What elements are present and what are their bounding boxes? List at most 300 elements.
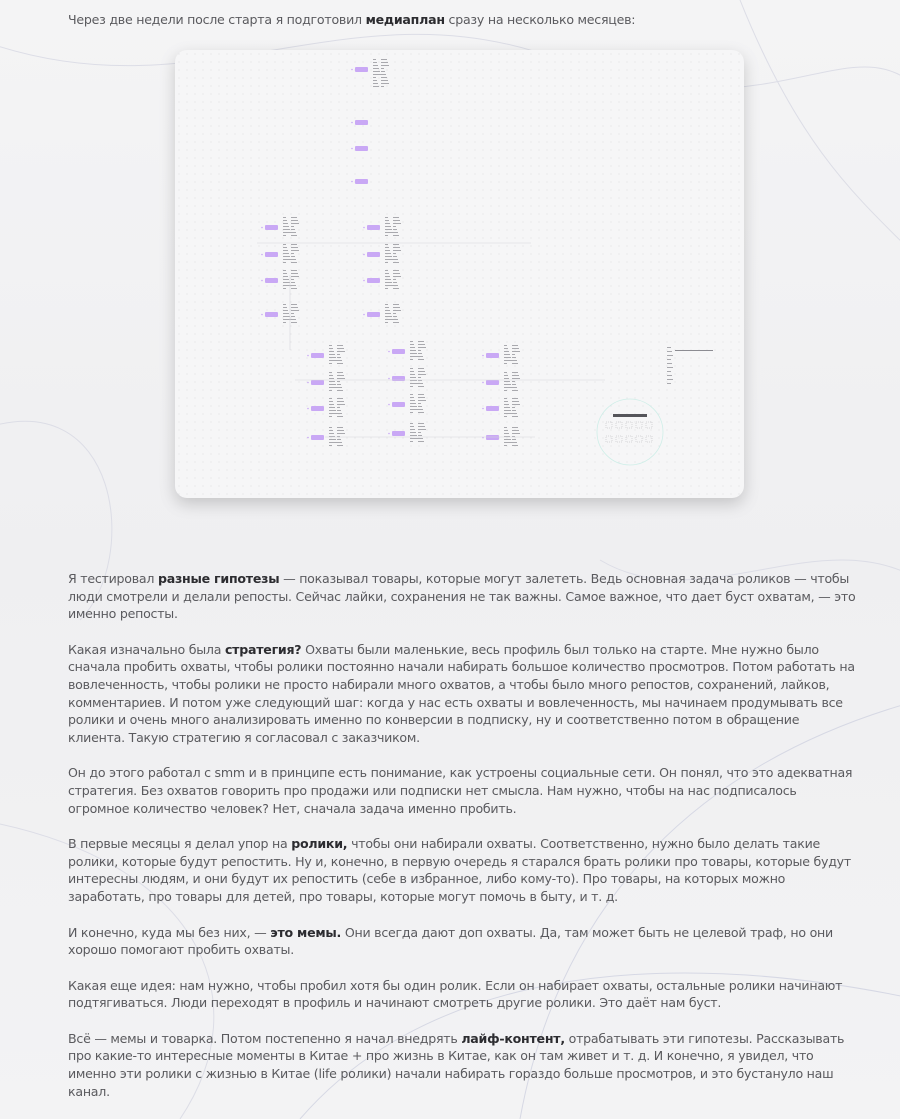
node-note: [512, 410, 516, 411]
intro-text: [68, 11, 858, 29]
node-note: [410, 403, 416, 404]
node-note: [512, 378, 520, 379]
node-note: [329, 357, 336, 358]
node-note: [504, 401, 508, 402]
side-note: [667, 371, 671, 372]
node-note: [385, 322, 388, 323]
node-note: [385, 256, 392, 257]
node-note: [410, 356, 418, 357]
node-note: [504, 410, 511, 411]
node-note: [410, 341, 413, 342]
node-note: [418, 386, 424, 387]
node-note: [393, 232, 398, 233]
node-note: [291, 232, 296, 233]
node-note: [512, 363, 518, 364]
node-dot: [388, 378, 390, 380]
node-note: [385, 285, 393, 286]
node-note: [385, 282, 392, 283]
node-note: [410, 397, 414, 398]
paragraph: [68, 641, 858, 747]
topic-node: [355, 146, 368, 151]
text-run: Всё — мемы и товарка. Потом постепенно я начал внедрять: [68, 1030, 462, 1046]
node-note: [337, 363, 343, 364]
text-run: отрабатывать эти гипотезы. Рассказывать про какие-то интересные моменты в Китае + про жизнь в Китае, как он там живет и т. д. И конечно, я увидел, что именно эти ролики с жизнью в Китае (life ролики) начали набирать гораздо больше просмотров, и это бустануло наш канал.: [68, 1030, 845, 1099]
node-note: [329, 384, 336, 385]
node-note: [418, 435, 422, 436]
node-note: [385, 229, 392, 230]
topic-node: [367, 225, 380, 230]
node-note: [381, 80, 388, 81]
node-note: [283, 322, 286, 323]
node-note: [291, 304, 297, 305]
node-note: [385, 316, 392, 317]
node-note: [373, 68, 379, 69]
node-note: [504, 375, 508, 376]
side-note: [667, 355, 673, 356]
node-dot: [351, 181, 353, 183]
circle-note: [646, 422, 652, 428]
node-note: [329, 375, 333, 376]
node-note: [337, 404, 345, 405]
node-note: [393, 256, 397, 257]
node-note: [291, 256, 295, 257]
topic-node: [392, 431, 405, 436]
node-note: [504, 390, 507, 391]
node-note: [381, 71, 385, 72]
circle-note: [626, 422, 632, 428]
circle-note: [626, 436, 632, 442]
node-note: [410, 423, 413, 424]
node-note: [410, 377, 416, 378]
topic-node: [367, 312, 380, 317]
node-note: [410, 374, 415, 375]
node-note: [381, 77, 387, 78]
node-note: [283, 310, 288, 311]
node-note: [385, 262, 388, 263]
mediaplan-image: [175, 50, 744, 498]
node-note: [512, 433, 520, 434]
node-note: [410, 438, 418, 439]
mind-map-diagram: [175, 50, 744, 498]
text-run: чтобы они набирали охваты. Соответственно, нужно было делать такие ролики, которые будут репостить. Ну и, конечно, в первую очередь я старался брать ролики про товары, которые будут интересны людям, и они будут их репостить (себе в избранное, либо кому-то). Про товары, на которых можно заработать, про товары для детей, про товары, которые могут помочь в быту, и т. д.: [68, 836, 851, 904]
node-note: [329, 427, 332, 428]
node-dot: [363, 254, 365, 256]
node-note: [381, 86, 384, 87]
node-note: [283, 256, 290, 257]
node-note: [504, 363, 507, 364]
node-note: [393, 259, 398, 260]
node-note: [329, 404, 334, 405]
node-note: [393, 307, 400, 308]
node-note: [393, 226, 396, 227]
node-note: [329, 354, 335, 355]
node-note: [291, 319, 296, 320]
node-note: [504, 404, 509, 405]
node-note: [329, 351, 334, 352]
node-note: [385, 307, 389, 308]
node-note: [418, 341, 424, 342]
node-note: [393, 247, 400, 248]
node-note: [410, 371, 414, 372]
node-note: [512, 401, 519, 402]
node-note: [329, 416, 332, 417]
node-note: [373, 74, 381, 75]
node-note: [410, 394, 413, 395]
node-note: [393, 250, 401, 251]
node-note: [504, 381, 510, 382]
node-note: [512, 390, 518, 391]
node-note: [283, 273, 287, 274]
node-note: [337, 372, 343, 373]
text-run: Он до этого работал с smm и в принципе есть понимание, как устроены социальные сети. Он понял, что это адекватная стратегия. Без охватов говорить про продажи или подписки нет смысла. Нам нужно, чтобы на нас подписалось огромное количество человек? Нет, сначала задача именно пробить.: [68, 765, 853, 816]
side-note: [667, 359, 671, 360]
node-note: [283, 316, 290, 317]
paragraph: [68, 570, 858, 623]
topic-node: [355, 120, 368, 125]
node-note: [291, 276, 299, 277]
node-note: [504, 372, 507, 373]
node-note: [329, 345, 332, 346]
node-note: [512, 381, 515, 382]
node-note: [329, 387, 337, 388]
node-note: [329, 378, 334, 379]
node-note: [373, 65, 378, 66]
paragraph: [68, 977, 858, 1012]
node-note: [291, 270, 297, 271]
topic-node: [265, 278, 278, 283]
node-note: [504, 427, 507, 428]
node-note: [504, 348, 508, 349]
node-note: [329, 372, 332, 373]
node-note: [512, 407, 515, 408]
node-note: [329, 381, 335, 382]
node-note: [393, 316, 397, 317]
node-note: [337, 354, 340, 355]
topic-node: [486, 406, 499, 411]
node-dot: [388, 433, 390, 435]
node-note: [393, 319, 398, 320]
node-note: [337, 427, 343, 428]
node-note: [393, 310, 401, 311]
node-note: [393, 229, 397, 230]
node-note: [512, 413, 517, 414]
node-note: [337, 351, 345, 352]
node-dot: [261, 227, 263, 229]
node-note: [337, 390, 343, 391]
topic-node: [486, 380, 499, 385]
node-note: [418, 397, 425, 398]
node-note: [410, 412, 413, 413]
circle-note: [646, 436, 652, 442]
node-note: [504, 430, 508, 431]
node-note: [373, 86, 379, 87]
node-note: [373, 59, 376, 60]
text-run: Они всегда дают доп охваты. Да, там может быть не целевой траф, но они хорошо помогают пробить охваты.: [68, 924, 833, 958]
node-dot: [482, 408, 484, 410]
node-note: [337, 398, 343, 399]
node-note: [410, 441, 413, 442]
node-note: [393, 253, 396, 254]
side-note: [667, 379, 673, 380]
node-note: [504, 439, 511, 440]
node-dot: [388, 351, 390, 353]
circle-note: [606, 436, 612, 442]
node-note: [337, 378, 345, 379]
node-note: [329, 360, 337, 361]
node-note: [385, 247, 389, 248]
paragraph: [68, 764, 858, 817]
node-note: [418, 353, 422, 354]
node-note: [512, 372, 518, 373]
node-note: [393, 285, 398, 286]
node-note: [291, 313, 294, 314]
node-note: [418, 377, 421, 378]
node-note: [418, 350, 421, 351]
bold-phrase: лайф-контент,: [461, 1030, 565, 1046]
circle-note: [636, 436, 642, 442]
topic-node: [265, 252, 278, 257]
node-note: [385, 276, 390, 277]
node-note: [410, 429, 415, 430]
node-note: [512, 354, 515, 355]
node-note: [291, 262, 297, 263]
circle-note: [636, 422, 642, 428]
node-note: [418, 409, 423, 410]
node-note: [283, 223, 288, 224]
node-note: [291, 259, 296, 260]
node-note: [393, 288, 399, 289]
node-note: [512, 442, 517, 443]
node-note: [373, 71, 380, 72]
node-note: [410, 383, 418, 384]
node-note: [393, 223, 401, 224]
node-note: [291, 288, 297, 289]
node-note: [291, 279, 294, 280]
node-note: [512, 345, 518, 346]
node-note: [291, 223, 299, 224]
node-note: [504, 445, 507, 446]
node-note: [385, 220, 389, 221]
node-note: [329, 442, 337, 443]
node-note: [283, 226, 289, 227]
node-note: [291, 310, 299, 311]
node-dot: [261, 254, 263, 256]
node-note: [283, 229, 290, 230]
paragraph: [68, 1030, 858, 1100]
node-note: [512, 439, 516, 440]
circle-note: [616, 436, 622, 442]
node-note: [283, 282, 290, 283]
node-dot: [351, 122, 353, 124]
node-note: [329, 401, 333, 402]
node-note: [291, 282, 295, 283]
paragraph: [68, 924, 858, 959]
node-note: [373, 83, 378, 84]
node-note: [385, 313, 391, 314]
node-note: [512, 430, 519, 431]
node-note: [385, 232, 393, 233]
node-note: [373, 80, 377, 81]
side-note: [667, 375, 672, 376]
topic-node: [486, 435, 499, 440]
node-note: [410, 359, 413, 360]
node-note: [393, 304, 399, 305]
node-note: [373, 77, 376, 78]
topic-node: [311, 353, 324, 358]
node-note: [418, 394, 424, 395]
node-note: [393, 262, 399, 263]
node-note: [385, 253, 391, 254]
node-note: [393, 273, 400, 274]
node-note: [418, 347, 426, 348]
node-note: [385, 270, 388, 271]
node-note: [291, 285, 296, 286]
node-note: [337, 387, 342, 388]
node-note: [283, 262, 286, 263]
node-note: [381, 62, 388, 63]
text-run: Через две недели после старта я подготовил: [68, 12, 366, 27]
node-note: [418, 356, 423, 357]
node-note: [385, 279, 391, 280]
text-run: Какая изначально была: [68, 641, 225, 657]
side-note: [667, 351, 672, 352]
node-note: [337, 413, 342, 414]
node-note: [504, 357, 511, 358]
node-note: [337, 442, 342, 443]
node-note: [512, 360, 517, 361]
node-note: [418, 429, 426, 430]
node-note: [283, 220, 287, 221]
node-note: [283, 253, 289, 254]
node-note: [283, 307, 287, 308]
topic-node: [486, 353, 499, 358]
node-note: [291, 273, 298, 274]
topic-node: [367, 278, 380, 283]
node-note: [385, 226, 391, 227]
node-note: [504, 354, 510, 355]
node-note: [393, 220, 400, 221]
node-note: [283, 232, 291, 233]
node-note: [337, 445, 343, 446]
bold-phrase: медиаплан: [365, 12, 445, 27]
node-note: [410, 426, 414, 427]
node-note: [283, 247, 287, 248]
node-note: [418, 412, 424, 413]
node-note: [373, 62, 377, 63]
node-note: [291, 250, 299, 251]
node-note: [337, 375, 344, 376]
node-note: [504, 442, 512, 443]
node-dot: [261, 314, 263, 316]
node-note: [504, 387, 512, 388]
node-note: [418, 426, 425, 427]
node-note: [337, 407, 340, 408]
node-note: [329, 433, 334, 434]
node-note: [381, 68, 384, 69]
node-note: [385, 250, 390, 251]
node-note: [385, 273, 389, 274]
node-note: [291, 247, 298, 248]
text-run: Какая еще идея: нам нужно, чтобы пробил хотя бы один ролик. Если он набирает охваты, остальные ролики начинают подтягиваться. Люди переходят в профиль и начинают смотреть другие ролики. Это даёт нам буст.: [68, 977, 843, 1011]
node-note: [512, 375, 519, 376]
side-note: [667, 363, 672, 364]
node-note: [393, 217, 399, 218]
node-note: [291, 316, 295, 317]
node-note: [337, 348, 344, 349]
node-dot: [351, 69, 353, 71]
node-note: [410, 350, 416, 351]
node-note: [410, 406, 417, 407]
node-note: [291, 253, 294, 254]
node-note: [337, 401, 344, 402]
node-note: [385, 319, 393, 320]
node-note: [393, 282, 397, 283]
node-note: [337, 433, 345, 434]
node-note: [512, 404, 520, 405]
node-note: [410, 347, 415, 348]
node-dot: [363, 227, 365, 229]
topic-node: [392, 402, 405, 407]
node-note: [418, 383, 423, 384]
node-note: [385, 217, 388, 218]
node-note: [504, 407, 510, 408]
node-note: [418, 432, 421, 433]
node-note: [418, 344, 425, 345]
node-note: [385, 244, 388, 245]
node-note: [418, 438, 423, 439]
node-note: [329, 445, 332, 446]
circle-heading: [613, 414, 647, 417]
node-note: [504, 398, 507, 399]
node-note: [504, 433, 509, 434]
node-note: [418, 406, 422, 407]
node-note: [512, 348, 519, 349]
node-note: [283, 288, 286, 289]
bold-phrase: ролики,: [291, 836, 348, 852]
text-run: сразу на несколько месяцев:: [444, 12, 636, 27]
node-note: [337, 410, 341, 411]
node-note: [418, 371, 425, 372]
node-note: [512, 384, 516, 385]
node-note: [418, 441, 424, 442]
node-note: [418, 400, 426, 401]
node-dot: [307, 408, 309, 410]
node-note: [385, 259, 393, 260]
node-note: [291, 220, 298, 221]
node-note: [291, 217, 297, 218]
node-note: [504, 384, 511, 385]
node-note: [291, 307, 298, 308]
topic-node: [355, 67, 368, 72]
node-note: [337, 416, 343, 417]
circle-note: [616, 422, 622, 428]
node-note: [329, 430, 333, 431]
node-note: [410, 400, 415, 401]
node-note: [504, 378, 509, 379]
circle-note: [606, 422, 612, 428]
node-note: [381, 65, 389, 66]
node-note: [393, 313, 396, 314]
node-note: [337, 381, 340, 382]
node-note: [337, 360, 342, 361]
topic-node: [265, 225, 278, 230]
node-note: [291, 244, 297, 245]
node-note: [393, 279, 396, 280]
article-body: [68, 570, 858, 1118]
node-note: [283, 276, 288, 277]
node-dot: [482, 382, 484, 384]
node-note: [512, 445, 518, 446]
